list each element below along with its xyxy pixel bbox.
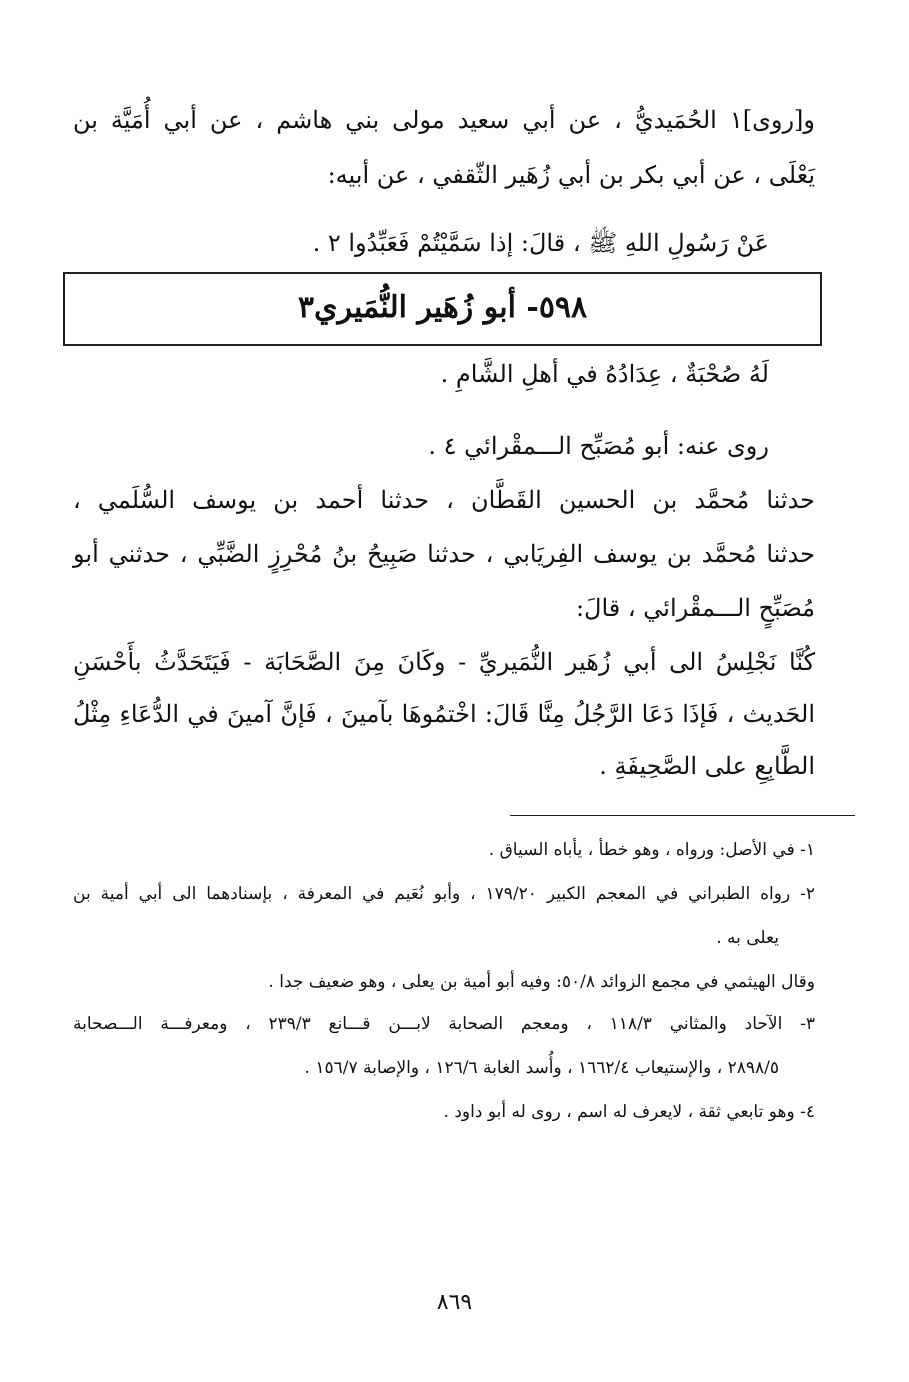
body-line-2: روى عنه: أبو مُصَبِّح الـــمقْرائي ٤ . — [428, 432, 769, 460]
footnote-2-line-2: يعلى به . — [716, 928, 779, 948]
body-line-3: حدثنا مُحمَّد بن الحسين القَطَّان ، حدثنا أحمد بن يوسف السُّلَمي ، — [73, 486, 815, 514]
footnote-3-line-2: ٢٨٩٨/٥ ، والإستيعاب ١٦٦٢/٤ ، وأُسد الغابة ١٢٦/٦ ، والإصابة ١٥٦/٧ . — [304, 1058, 779, 1078]
footnote-3-line-1: ٣- الآحاد والمثاني ١١٨/٣ ، ومعجم الصحابة لابـــن قـــانع ٢٣٩/٣ ، ومعرفـــة الـــصحابة — [73, 1014, 815, 1034]
body-line-6: كُنَّا نَجْلِسُ الى أبي زُهَير النُّمَيريِّ - وكَانَ مِنَ الصَّحَابَة - فَيَتَحَدَّثُ بأَحْسَنِ — [73, 648, 815, 676]
footnote-2-line-1: ٢- رواه الطبراني في المعجم الكبير ١٧٩/٢٠ ، وأبو نُعَيم في المعرفة ، بإسنادهما الى أبي أمية بن — [73, 884, 815, 904]
footnote-2-line-3: وقال الهيثمي في مجمع الزوائد ٥٠/٨: وفيه أبو أمية بن يعلى ، وهو ضعيف جدا . — [268, 972, 815, 992]
body-line-5: مُصَبِّحٍ الـــمقْرائي ، قالَ: — [575, 594, 815, 622]
footnote-4: ٤- وهو تابعي ثقة ، لايعرف له اسم ، روى له أبو داود . — [443, 1102, 815, 1122]
intro-line-1: و[روى]١ الحُمَيديُّ ، عن أبي سعيد مولى بني هاشم ، عن أبي أُمَيَّة بن — [73, 106, 815, 134]
body-line-4: حدثنا مُحمَّد بن يوسف الفِريَابي ، حدثنا صَبِيحُ بنُ مُحْرِزٍ الضَّبِّي ، حدثني أبو — [73, 540, 815, 568]
body-line-8: الطَّابِعِ على الصَّحِيفَةِ . — [599, 752, 815, 780]
body-line-1: لَهُ صُحْبَةٌ ، عِدَادُهُ في أهلِ الشَّامِ . — [440, 360, 769, 388]
footnote-1: ١- في الأصل: ورواه ، وهو خطأ ، يأباه السياق . — [488, 840, 815, 860]
section-title-box — [63, 272, 822, 346]
page-number: ٨٦٩ — [436, 1290, 473, 1315]
footnote-separator — [510, 815, 855, 816]
intro-line-3: عَنْ رَسُولِ اللهِ ﷺ ، قالَ: إذا سَمَّيْتُمْ فَعَبِّدُوا ٢ . — [312, 229, 769, 257]
section-title: ٥٩٨- أبو زُهَير النُّمَيري٣ — [297, 290, 588, 325]
intro-line-2: يَعْلَى ، عن أبي بكر بن أبي زُهَير الثّقفي ، عن أبيه: — [327, 161, 815, 189]
body-line-7: الحَديث ، فَإذَا دَعَا الرَّجُلُ مِنَّا قَالَ: اخْتمُوهَا بآمينَ ، فَإنَّ آمينَ في الدُّعَاءِ مِثْلُ — [73, 700, 815, 728]
